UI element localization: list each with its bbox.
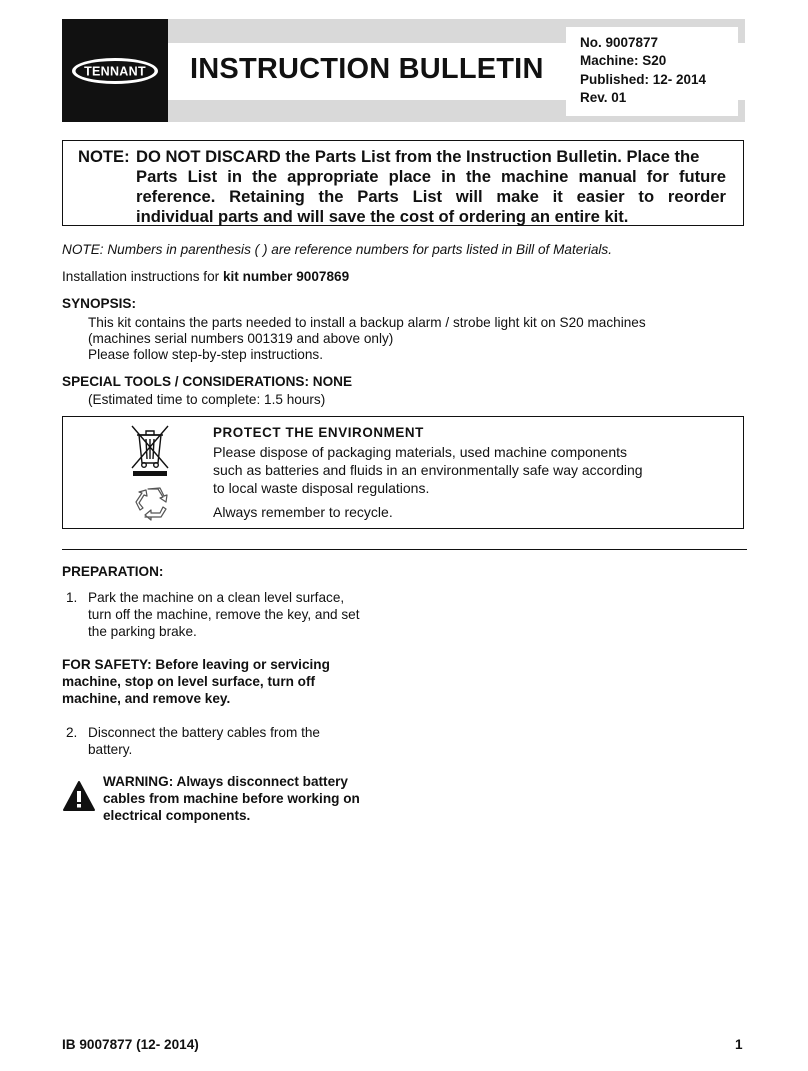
synopsis-line: This kit contains the parts needed to install a backup alarm / strobe light kit on S20 machines — [88, 315, 646, 330]
section-divider — [62, 549, 747, 550]
note-line: reference. Retaining the Parts List will make it easier to reorder — [136, 187, 726, 206]
footer-doc-id: IB 9007877 (12- 2014) — [62, 1037, 199, 1052]
install-instructions — [62, 268, 349, 285]
warning-line: WARNING: Always disconnect battery — [103, 774, 348, 789]
document-title: INSTRUCTION BULLETIN — [190, 53, 544, 85]
install-prefix: Installation instructions for — [62, 269, 223, 284]
kit-number: kit number 9007869 — [222, 269, 350, 284]
environment-heading: PROTECT THE ENVIRONMENT — [213, 425, 424, 440]
document-meta — [566, 27, 738, 116]
warning-line: cables from machine before working on — [103, 791, 360, 806]
crossed-bin-icon — [127, 423, 173, 477]
safety-line: machine, stop on level surface, turn off — [62, 674, 316, 689]
special-tools-heading: SPECIAL TOOLS / CONSIDERATIONS: NONE — [62, 374, 353, 389]
note-line: individual parts and will save the cost of ordering an entire kit. — [136, 207, 629, 226]
environment-line: such as batteries and fluids in an environmentally safe way according — [213, 462, 643, 478]
environment-line: Please dispose of packaging materials, used machine components — [213, 444, 628, 460]
note-label: NOTE: — [78, 147, 130, 166]
synopsis-heading: SYNOPSIS: — [62, 296, 137, 311]
warning-triangle-icon — [62, 780, 96, 812]
synopsis-line: (machines serial numbers 001319 and above only) — [88, 331, 394, 346]
preparation-heading: PREPARATION: — [62, 564, 164, 579]
step-number: 1. — [66, 590, 78, 605]
doc-number: No. 9007877 — [580, 35, 659, 50]
published-date: Published: 12- 2014 — [580, 72, 707, 87]
reference-note: NOTE: Numbers in parenthesis ( ) are reference numbers for parts listed in Bill of Materials. — [62, 242, 612, 257]
step-number: 2. — [66, 725, 78, 740]
tennant-logo — [62, 19, 168, 122]
environment-box — [62, 416, 744, 529]
step-line: battery. — [88, 742, 133, 757]
machine-model: Machine: S20 — [580, 53, 667, 68]
note-line: Parts List in the appropriate place in the machine manual for future — [136, 167, 726, 186]
recycle-reminder: Always remember to recycle. — [213, 504, 393, 520]
step-line: the parking brake. — [88, 624, 197, 639]
step-line: turn off the machine, remove the key, and set — [88, 607, 360, 622]
note-box — [62, 140, 744, 226]
step-line: Park the machine on a clean level surface, — [88, 590, 345, 605]
note-line: DO NOT DISCARD the Parts List from the Instruction Bulletin. Place the — [136, 147, 700, 166]
safety-line: machine, and remove key. — [62, 691, 231, 706]
page-number: 1 — [735, 1037, 743, 1052]
synopsis-line: Please follow step-by-step instructions. — [88, 347, 323, 362]
step-line: Disconnect the battery cables from the — [88, 725, 320, 740]
logo-text: TENNANT — [84, 64, 146, 79]
warning-line: electrical components. — [103, 808, 251, 823]
estimated-time: (Estimated time to complete: 1.5 hours) — [88, 392, 326, 407]
recycle-icon — [133, 485, 173, 521]
safety-line: FOR SAFETY: Before leaving or servicing — [62, 657, 330, 672]
revision: Rev. 01 — [580, 90, 627, 105]
logo-box — [62, 19, 168, 122]
environment-line: to local waste disposal regulations. — [213, 480, 430, 496]
